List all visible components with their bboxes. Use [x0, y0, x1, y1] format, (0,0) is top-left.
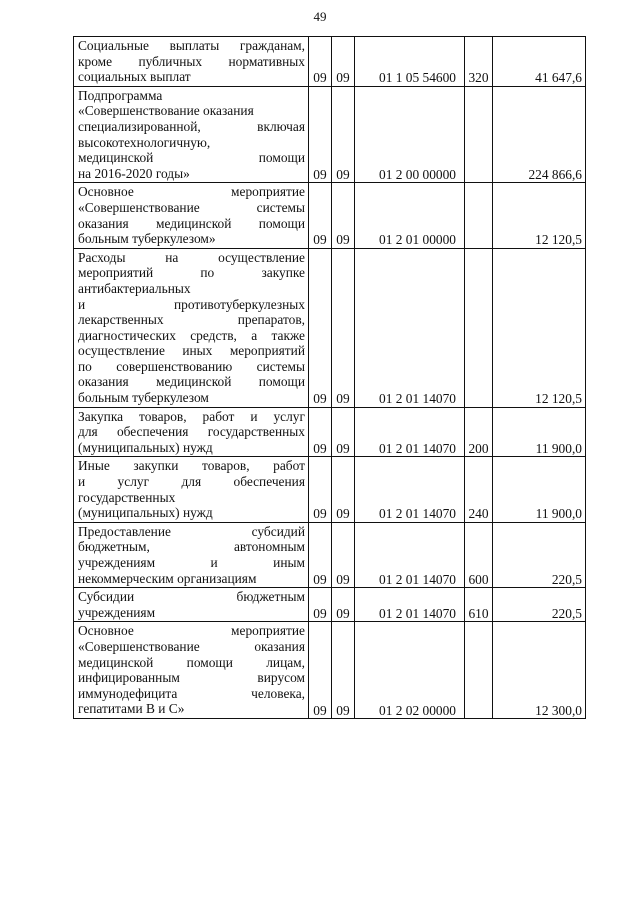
table-row: [74, 457, 586, 522]
amount: 11 900,0: [493, 407, 586, 457]
row-name: Закупка товаров, работ и услуг для обеспечения государственных (муниципальных) нужд: [74, 407, 309, 457]
row-name: Субсидии бюджетным учреждениям: [74, 588, 309, 622]
section-code: 09: [309, 183, 332, 248]
subsection-code: 09: [332, 37, 355, 87]
row-name: Подпрограмма «Совершенствование оказания специализированной, включая высокотехнологичную, медицинской помощи на 2016-2020 годы»: [74, 86, 309, 183]
subsection-code: 09: [332, 183, 355, 248]
expense-type-code: 320: [465, 37, 493, 87]
section-code: 09: [309, 248, 332, 407]
expense-type-code: 200: [465, 407, 493, 457]
row-name: Иные закупки товаров, работ и услуг для обеспечения государственных (муниципальных) нужд: [74, 457, 309, 522]
table-row: [74, 37, 586, 87]
target-article-code: 01 2 00 00000: [355, 86, 465, 183]
expense-type-code: [465, 248, 493, 407]
page-number: 49: [313, 9, 327, 24]
amount: 41 647,6: [493, 37, 586, 87]
amount: 224 866,6: [493, 86, 586, 183]
table-row: [74, 588, 586, 622]
section-code: 09: [309, 457, 332, 522]
table-row: [74, 522, 586, 587]
table-row: [74, 183, 586, 248]
target-article-code: 01 2 01 14070: [355, 522, 465, 587]
target-article-code: 01 2 01 14070: [355, 248, 465, 407]
row-name: Основное мероприятие «Совершенствование оказания медицинской помощи лицам, инфицированным вирусом иммунодефицита человека, гепатитами В и С»: [74, 622, 309, 719]
amount: 12 120,5: [493, 183, 586, 248]
target-article-code: 01 2 02 00000: [355, 622, 465, 719]
expense-type-code: [465, 86, 493, 183]
section-code: 09: [309, 86, 332, 183]
section-code: 09: [309, 407, 332, 457]
row-name: Расходы на осуществление мероприятий по закупке антибактериальных и противотуберкулезных лекарственных препаратов, диагностических средств, а также осуществление иных мероприятий по совершенствованию системы оказания медицинской помощи больным туберкулезом: [74, 248, 309, 407]
section-code: 09: [309, 622, 332, 719]
target-article-code: 01 2 01 14070: [355, 588, 465, 622]
expense-type-code: 240: [465, 457, 493, 522]
budget-table: [73, 36, 586, 719]
target-article-code: 01 2 01 00000: [355, 183, 465, 248]
expense-type-code: 600: [465, 522, 493, 587]
section-code: 09: [309, 588, 332, 622]
amount: 11 900,0: [493, 457, 586, 522]
table-row: [74, 622, 586, 719]
row-name: Основное мероприятие «Совершенствование системы оказания медицинской помощи больным туберкулезом»: [74, 183, 309, 248]
table-row: [74, 248, 586, 407]
row-name: Социальные выплаты гражданам, кроме публичных нормативных социальных выплат: [74, 37, 309, 87]
table-row: [74, 407, 586, 457]
subsection-code: 09: [332, 588, 355, 622]
target-article-code: 01 2 01 14070: [355, 457, 465, 522]
amount: 220,5: [493, 522, 586, 587]
amount: 12 120,5: [493, 248, 586, 407]
subsection-code: 09: [332, 407, 355, 457]
row-name: Предоставление субсидий бюджетным, автономным учреждениям и иным некоммерческим организациям: [74, 522, 309, 587]
subsection-code: 09: [332, 522, 355, 587]
expense-type-code: [465, 622, 493, 719]
target-article-code: 01 1 05 54600: [355, 37, 465, 87]
section-code: 09: [309, 522, 332, 587]
amount: 12 300,0: [493, 622, 586, 719]
section-code: 09: [309, 37, 332, 87]
expense-type-code: [465, 183, 493, 248]
subsection-code: 09: [332, 86, 355, 183]
target-article-code: 01 2 01 14070: [355, 407, 465, 457]
subsection-code: 09: [332, 248, 355, 407]
expense-type-code: 610: [465, 588, 493, 622]
table-row: [74, 86, 586, 183]
subsection-code: 09: [332, 457, 355, 522]
amount: 220,5: [493, 588, 586, 622]
subsection-code: 09: [332, 622, 355, 719]
